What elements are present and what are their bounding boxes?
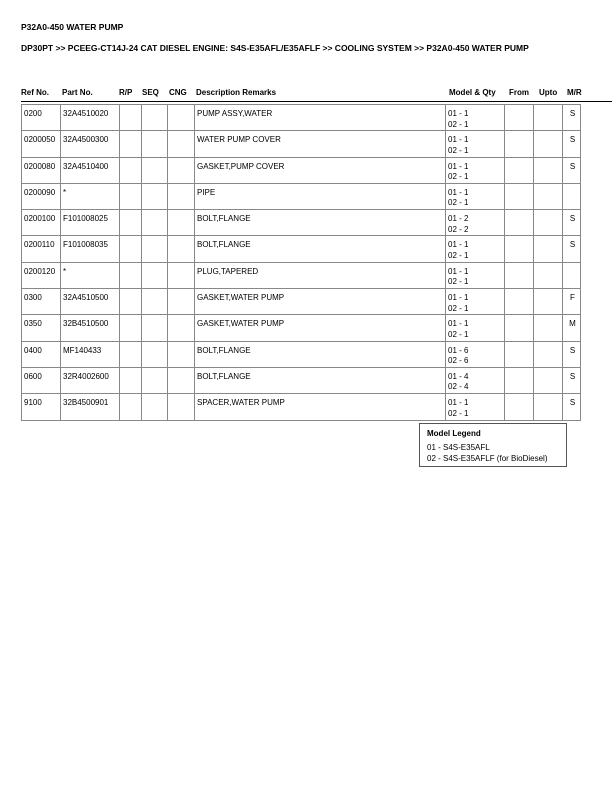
cell-model-qty <box>446 183 505 209</box>
cell-ref-no: 0400 <box>22 341 61 367</box>
cell-seq <box>142 367 168 393</box>
cell-ref-no: 0200080 <box>22 157 61 183</box>
model-qty-line: 01 - 2 <box>448 214 469 224</box>
cell-rp <box>120 183 142 209</box>
table-row <box>22 105 581 131</box>
cell-model-qty <box>446 236 505 262</box>
cell-upto <box>534 210 563 236</box>
cell-model-qty <box>446 315 505 341</box>
model-qty-line: 01 - 1 <box>448 109 469 118</box>
cell-rp <box>120 394 142 420</box>
cell-seq <box>142 394 168 420</box>
cell-rp <box>120 105 142 131</box>
cell-seq <box>142 262 168 288</box>
cell-cng <box>168 105 195 131</box>
model-qty-line: 01 - 1 <box>448 187 469 197</box>
cell-cng <box>168 315 195 341</box>
cell-mr: S <box>563 341 581 367</box>
model-qty-line: 02 - 1 <box>448 119 469 129</box>
cell-from <box>505 131 534 157</box>
cell-from <box>505 289 534 315</box>
cell-model-qty <box>446 262 505 288</box>
cell-upto <box>534 315 563 341</box>
cell-upto <box>534 183 563 209</box>
cell-seq <box>142 157 168 183</box>
cell-seq <box>142 289 168 315</box>
cell-part-no: 32R4002600 <box>61 367 120 393</box>
cell-description: GASKET,PUMP COVER <box>195 157 446 183</box>
cell-ref-no: 9100 <box>22 394 61 420</box>
model-qty-line: 02 - 4 <box>448 382 469 392</box>
cell-rp <box>120 210 142 236</box>
cell-from <box>505 105 534 131</box>
cell-rp <box>120 289 142 315</box>
model-legend-item-01: 01 - S4S-E35AFL <box>427 443 490 452</box>
cell-ref-no: 0300 <box>22 289 61 315</box>
model-legend-item-02: 02 - S4S-E35AFLF (for BioDiesel) <box>427 454 548 463</box>
cell-ref-no: 0200120 <box>22 262 61 288</box>
cell-seq <box>142 341 168 367</box>
header-mr: M/R <box>567 88 582 97</box>
cell-from <box>505 183 534 209</box>
cell-rp <box>120 157 142 183</box>
cell-from <box>505 367 534 393</box>
cell-ref-no: 0200100 <box>22 210 61 236</box>
cell-mr: F <box>563 289 581 315</box>
cell-seq <box>142 315 168 341</box>
cell-seq <box>142 131 168 157</box>
cell-cng <box>168 131 195 157</box>
parts-table-body <box>22 105 581 421</box>
cell-description: BOLT,FLANGE <box>195 367 446 393</box>
cell-rp <box>120 367 142 393</box>
cell-part-no: 32A4500300 <box>61 131 120 157</box>
header-ref-no: Ref No. <box>21 88 49 97</box>
cell-rp <box>120 236 142 262</box>
cell-cng <box>168 394 195 420</box>
cell-cng <box>168 236 195 262</box>
cell-ref-no: 0600 <box>22 367 61 393</box>
cell-mr: S <box>563 236 581 262</box>
model-qty-line: 01 - 1 <box>448 240 469 250</box>
cell-part-no: 32B4500901 <box>61 394 120 420</box>
cell-model-qty <box>446 367 505 393</box>
table-row <box>22 341 581 367</box>
table-row <box>22 131 581 157</box>
cell-description: PLUG,TAPERED <box>195 262 446 288</box>
cell-cng <box>168 262 195 288</box>
cell-part-no: * <box>61 262 120 288</box>
cell-mr <box>563 183 581 209</box>
cell-description: WATER PUMP COVER <box>195 131 446 157</box>
cell-model-qty <box>446 394 505 420</box>
cell-model-qty <box>446 289 505 315</box>
parts-table <box>21 104 581 421</box>
cell-mr: S <box>563 394 581 420</box>
cell-mr: S <box>563 367 581 393</box>
cell-model-qty <box>446 105 505 131</box>
model-legend <box>419 423 567 467</box>
cell-model-qty <box>446 341 505 367</box>
model-qty-line: 01 - 1 <box>448 319 469 329</box>
model-qty-line: 02 - 1 <box>448 250 469 260</box>
cell-description: SPACER,WATER PUMP <box>195 394 446 420</box>
cell-ref-no: 0350 <box>22 315 61 341</box>
model-qty-line: 01 - 1 <box>448 135 469 145</box>
model-qty-line: 01 - 4 <box>448 371 469 381</box>
cell-ref-no: 0200050 <box>22 131 61 157</box>
cell-rp <box>120 262 142 288</box>
cell-from <box>505 341 534 367</box>
cell-part-no: F101008035 <box>61 236 120 262</box>
cell-upto <box>534 157 563 183</box>
header-from: From <box>509 88 529 97</box>
cell-part-no: 32A4510500 <box>61 289 120 315</box>
cell-seq <box>142 236 168 262</box>
cell-rp <box>120 315 142 341</box>
cell-mr: S <box>563 157 581 183</box>
header-rp: R/P <box>119 88 133 97</box>
table-row <box>22 236 581 262</box>
model-qty-line: 02 - 1 <box>448 172 469 182</box>
table-row <box>22 367 581 393</box>
cell-description: BOLT,FLANGE <box>195 341 446 367</box>
table-row <box>22 210 581 236</box>
model-qty-line: 02 - 1 <box>448 408 469 418</box>
cell-cng <box>168 341 195 367</box>
cell-cng <box>168 157 195 183</box>
model-qty-line: 01 - 1 <box>448 293 469 303</box>
cell-part-no: 32B4510500 <box>61 315 120 341</box>
cell-description: PUMP ASSY,WATER <box>195 105 446 131</box>
cell-from <box>505 394 534 420</box>
model-qty-line: 02 - 6 <box>448 356 469 366</box>
cell-description: BOLT,FLANGE <box>195 236 446 262</box>
model-qty-line: 01 - 1 <box>448 161 469 171</box>
header-model-qty: Model & Qty <box>449 88 496 97</box>
cell-cng <box>168 367 195 393</box>
cell-upto <box>534 394 563 420</box>
cell-model-qty <box>446 157 505 183</box>
cell-mr: M <box>563 315 581 341</box>
model-legend-title: Model Legend <box>427 429 481 438</box>
cell-part-no: * <box>61 183 120 209</box>
cell-ref-no: 0200 <box>22 105 61 131</box>
model-qty-line: 01 - 1 <box>448 266 469 276</box>
model-qty-line: 01 - 1 <box>448 398 469 408</box>
cell-seq <box>142 183 168 209</box>
cell-model-qty <box>446 131 505 157</box>
cell-upto <box>534 262 563 288</box>
cell-rp <box>120 341 142 367</box>
cell-rp <box>120 131 142 157</box>
table-row <box>22 394 581 420</box>
cell-part-no: 32A4510020 <box>61 105 120 131</box>
cell-cng <box>168 289 195 315</box>
cell-part-no: 32A4510400 <box>61 157 120 183</box>
cell-mr: S <box>563 131 581 157</box>
header-divider <box>21 101 612 102</box>
table-row <box>22 157 581 183</box>
header-upto: Upto <box>539 88 558 97</box>
page-title: P32A0-450 WATER PUMP <box>21 22 124 32</box>
cell-upto <box>534 341 563 367</box>
cell-seq <box>142 210 168 236</box>
cell-mr: S <box>563 210 581 236</box>
cell-ref-no: 0200110 <box>22 236 61 262</box>
table-row <box>22 183 581 209</box>
cell-upto <box>534 289 563 315</box>
cell-part-no: MF140433 <box>61 341 120 367</box>
cell-from <box>505 315 534 341</box>
cell-cng <box>168 183 195 209</box>
cell-from <box>505 236 534 262</box>
model-qty-line: 02 - 1 <box>448 329 469 339</box>
model-qty-line: 02 - 1 <box>448 145 469 155</box>
cell-from <box>505 262 534 288</box>
model-qty-line: 02 - 1 <box>448 198 469 208</box>
cell-mr <box>563 262 581 288</box>
header-part-no: Part No. <box>62 88 93 97</box>
cell-ref-no: 0200090 <box>22 183 61 209</box>
cell-cng <box>168 210 195 236</box>
table-row <box>22 262 581 288</box>
cell-from <box>505 210 534 236</box>
cell-upto <box>534 236 563 262</box>
header-cng: CNG <box>169 88 187 97</box>
cell-seq <box>142 105 168 131</box>
header-description: Description Remarks <box>196 88 277 97</box>
cell-upto <box>534 105 563 131</box>
cell-mr: S <box>563 105 581 131</box>
cell-from <box>505 157 534 183</box>
model-qty-line: 02 - 2 <box>448 224 469 234</box>
cell-upto <box>534 131 563 157</box>
cell-upto <box>534 367 563 393</box>
cell-model-qty <box>446 210 505 236</box>
cell-part-no: F101008025 <box>61 210 120 236</box>
breadcrumb: DP30PT >> PCEEG-CT14J-24 CAT DIESEL ENGINE: S4S-E35AFL/E35AFLF >> COOLING SYSTEM >> P32A0-450 WATER PUMP <box>21 43 529 53</box>
model-qty-line: 02 - 1 <box>448 303 469 313</box>
table-row <box>22 289 581 315</box>
cell-description: GASKET,WATER PUMP <box>195 289 446 315</box>
cell-description: BOLT,FLANGE <box>195 210 446 236</box>
table-row <box>22 315 581 341</box>
header-seq: SEQ <box>142 88 159 97</box>
model-qty-line: 02 - 1 <box>448 277 469 287</box>
cell-description: GASKET,WATER PUMP <box>195 315 446 341</box>
cell-description: PIPE <box>195 183 446 209</box>
model-qty-line: 01 - 6 <box>448 345 469 355</box>
